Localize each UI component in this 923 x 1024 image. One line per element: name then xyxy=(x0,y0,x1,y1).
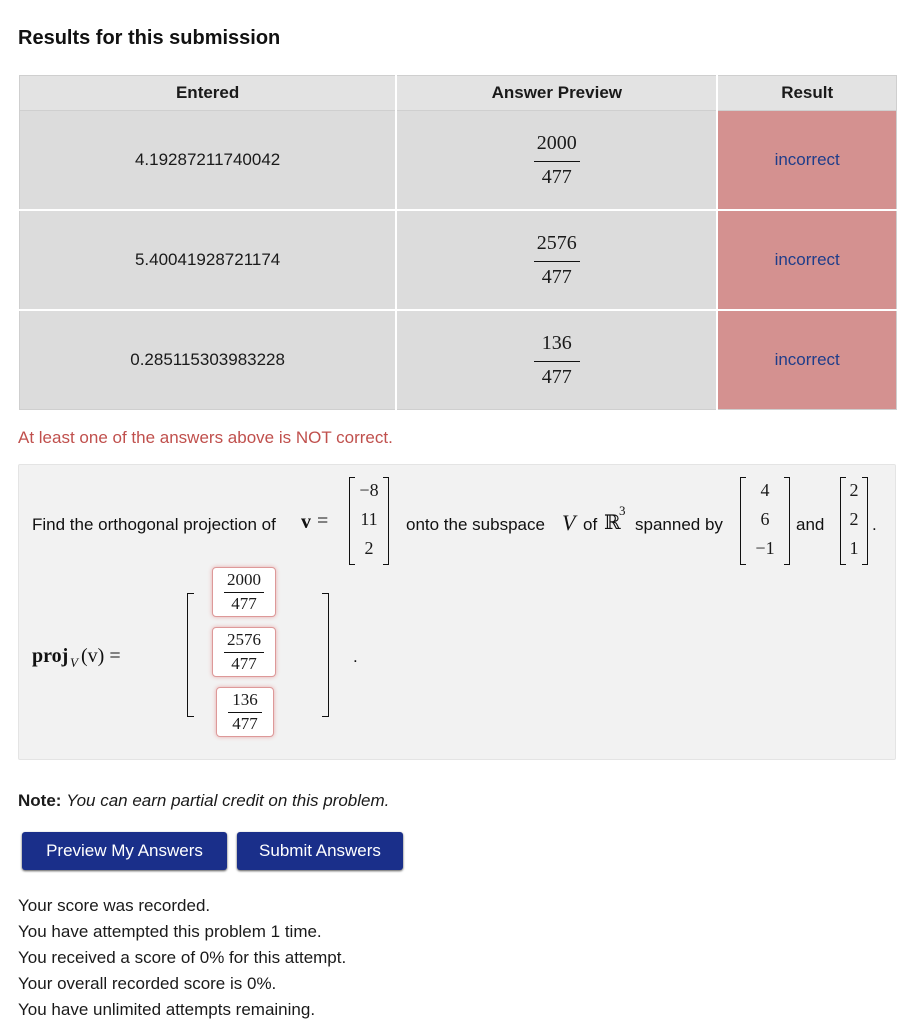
answer-input-2[interactable] xyxy=(212,627,276,677)
real-numbers-symbol: ℝ xyxy=(604,512,621,534)
entered-value: 5.40041928721174 xyxy=(20,210,397,310)
fraction-denominator: 477 xyxy=(541,165,572,188)
preview-fraction xyxy=(534,232,580,289)
result-status: incorrect xyxy=(717,111,896,211)
fraction-numerator: 2000 xyxy=(227,570,261,589)
note-text: You can earn partial credit on this problem. xyxy=(66,791,390,810)
result-status: incorrect xyxy=(717,310,896,410)
status-line: You received a score of 0% for this attempt. xyxy=(18,948,347,967)
problem-text-of: of xyxy=(583,515,598,534)
score-status xyxy=(18,893,346,1023)
answer-left-bracket xyxy=(187,593,194,717)
vector-v-matrix xyxy=(349,477,389,565)
problem-text-spanned: spanned by xyxy=(635,515,723,534)
matrix-entry: −1 xyxy=(755,538,775,558)
matrix-entry: 2 xyxy=(849,480,859,500)
incorrect-warning: At least one of the answers above is NOT correct. xyxy=(18,428,393,447)
answer-preview xyxy=(396,210,717,310)
preview-fraction xyxy=(534,332,580,389)
fraction-denominator: 477 xyxy=(541,365,572,388)
fraction-denominator: 477 xyxy=(232,714,258,733)
fraction-denominator: 477 xyxy=(541,265,572,288)
answer-right-bracket xyxy=(322,593,329,717)
column-header-answer-preview: Answer Preview xyxy=(396,76,717,111)
answer-preview xyxy=(396,111,717,211)
results-table xyxy=(19,75,897,410)
column-header-result: Result xyxy=(717,76,896,111)
problem-box xyxy=(18,464,896,760)
proj-label: proj xyxy=(32,645,69,667)
fraction-numerator: 2000 xyxy=(536,131,577,154)
fraction-numerator: 2576 xyxy=(227,630,261,649)
matrix-entry: −8 xyxy=(359,480,379,500)
answer-fraction xyxy=(228,690,262,734)
problem-text-onto: onto the subspace xyxy=(406,515,545,534)
subspace-V-symbol: V xyxy=(562,510,576,535)
matrix-entry: 1 xyxy=(849,538,859,558)
note-label: Note: xyxy=(18,791,62,810)
matrix-entry: 2 xyxy=(364,538,374,558)
matrix-entry: 6 xyxy=(760,509,770,529)
matrix-entry: 2 xyxy=(849,509,859,529)
table-row xyxy=(20,210,897,310)
result-status: incorrect xyxy=(717,210,896,310)
fraction-numerator: 136 xyxy=(232,690,258,709)
status-line: You have attempted this problem 1 time. xyxy=(18,922,322,941)
status-line: Your overall recorded score is 0%. xyxy=(18,974,277,993)
answer-input-1[interactable] xyxy=(212,567,276,617)
basis-vector-2-matrix xyxy=(840,477,868,565)
preview-fraction xyxy=(534,132,580,189)
proj-subscript: V xyxy=(70,655,78,670)
proj-argument: (v) = xyxy=(81,645,121,667)
preview-answers-button[interactable]: Preview My Answers xyxy=(22,832,227,870)
fraction-numerator: 2576 xyxy=(536,231,577,254)
vector-v-symbol: v xyxy=(301,511,311,533)
status-line: Your score was recorded. xyxy=(18,896,211,915)
column-header-entered: Entered xyxy=(20,76,397,111)
table-row xyxy=(20,310,897,410)
problem-text-find: Find the orthogonal projection of xyxy=(32,515,276,534)
equals-sign: = xyxy=(317,510,329,532)
entered-value: 4.19287211740042 xyxy=(20,111,397,211)
results-heading: Results for this submission xyxy=(18,27,281,49)
answer-input-3[interactable] xyxy=(216,687,274,737)
answer-fraction xyxy=(224,630,264,674)
problem-period: . xyxy=(872,515,877,534)
fraction-denominator: 477 xyxy=(231,654,257,673)
results-header-row xyxy=(20,76,897,111)
problem-text-and: and xyxy=(796,515,825,534)
answer-fraction xyxy=(224,570,264,614)
dimension-exponent: 3 xyxy=(619,503,626,518)
fraction-denominator: 477 xyxy=(231,594,257,613)
status-line: You have unlimited attempts remaining. xyxy=(18,1000,316,1019)
partial-credit-note xyxy=(18,791,389,811)
table-row xyxy=(20,111,897,211)
answer-period: . xyxy=(353,647,358,666)
basis-vector-1-matrix xyxy=(740,477,790,565)
answer-preview xyxy=(396,310,717,410)
entered-value: 0.285115303983228 xyxy=(20,310,397,410)
submit-answers-button[interactable]: Submit Answers xyxy=(237,832,403,870)
matrix-entry: 11 xyxy=(360,509,378,529)
fraction-numerator: 136 xyxy=(541,331,572,354)
matrix-entry: 4 xyxy=(760,480,770,500)
